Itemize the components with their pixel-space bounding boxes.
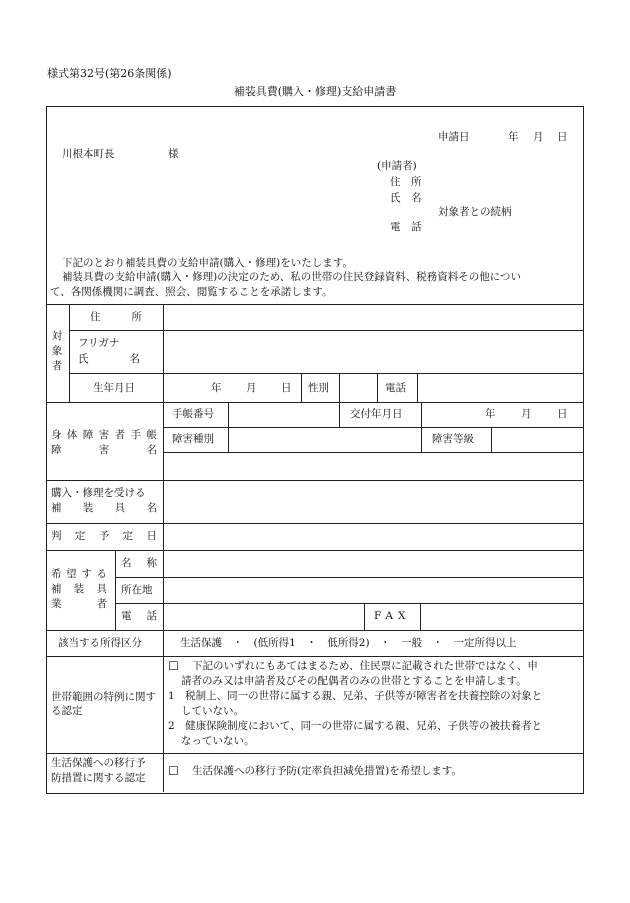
subject-address-label: 住 所	[90, 311, 142, 323]
disability-grade-label: 障害等級	[432, 433, 474, 445]
application-date-label: 申請日	[438, 131, 470, 143]
vendor-fax-label: FAX	[374, 610, 411, 622]
birth-year: 年	[211, 382, 222, 394]
transition-label: 生活保護への移行予	[51, 757, 146, 769]
honorific: 様	[168, 148, 179, 160]
household-item-1: 1 税制上、同一の世帯に属する親、兄弟、子供等が障害者を扶養控除の対象と	[168, 690, 543, 702]
vendor-location-label: 所在地	[121, 584, 153, 596]
household-item-2: 2 健康保険制度において、同一の世帯に属する親、兄弟、子供等の被扶養者と	[168, 720, 542, 732]
handbook-number-label: 手帳番号	[172, 408, 214, 420]
subject-phone-label: 電話	[385, 382, 406, 394]
vendor-label-2: 補装具	[51, 583, 107, 595]
page-title: 補装具費(購入・修理)支給申請書	[233, 85, 397, 98]
intro-line-2: 補装具費の支給申請(購入・修理)の決定のため、私の世帯の住民登録資料、税務資料その他につい	[62, 271, 522, 283]
birth-month: 月	[246, 382, 257, 394]
handbook-label: 身体障害者手帳	[51, 429, 157, 441]
transition-text: 生活保護への移行予防(定率負担減免措置)を希望します。	[192, 765, 462, 777]
household-special-label: 世帯範囲の特例に関する認定	[51, 691, 156, 717]
intro-line-3: て、各関係機関に調査、照会、閲覧することを承諾します。	[50, 286, 333, 298]
subject-group-label: 対象者	[51, 330, 63, 372]
disability-type-label: 障害種別	[172, 433, 214, 445]
date-year: 年	[508, 131, 519, 143]
device-name-label: 補装具名	[51, 502, 157, 514]
applicant-label: (申請者)	[377, 160, 417, 172]
income-category-label: 該当する所得区分	[58, 637, 142, 649]
form-number: 様式第32号(第26条関係)	[47, 67, 172, 80]
judgment-date-label: 判定予定日	[51, 530, 157, 542]
applicant-address-label: 住 所	[390, 176, 422, 188]
issue-month: 月	[521, 408, 532, 420]
household-checkbox[interactable]: ☐	[168, 659, 179, 673]
intro-line-1: 下記のとおり補装具費の支給申請(購入・修理)をいたします。	[62, 257, 353, 269]
subject-furigana-label: フリガナ	[78, 337, 120, 349]
household-text-1: 下記のいずれにもあてはまるため、住民票に記載された世帯ではなく、申	[192, 660, 538, 672]
income-category-options: 生活保護 ・ (低所得1 ・ 低所得2) ・ 一般 ・ 一定所得以上	[180, 637, 517, 649]
household-item-1-cont: していない。	[181, 705, 244, 717]
vendor-name-label: 名称	[121, 557, 157, 569]
vendor-label: 希望する	[51, 568, 107, 580]
date-day: 日	[557, 131, 568, 143]
vendor-label-3: 業者	[51, 598, 107, 610]
birth-date-label: 生年月日	[93, 382, 135, 394]
applicant-phone-label: 電 話	[390, 221, 422, 233]
household-text-2: 請者のみ又は申請者及びその配偶者のみの世帯とすることを申請します。	[181, 675, 527, 687]
relation-label: 対象者との続柄	[438, 206, 512, 218]
transition-checkbox[interactable]: ☐	[168, 764, 179, 778]
birth-day: 日	[281, 382, 292, 394]
issue-year: 年	[485, 408, 496, 420]
device-label: 購入・修理を受ける	[51, 487, 146, 499]
issue-day: 日	[557, 408, 568, 420]
household-item-2-cont: なっていない。	[181, 735, 255, 747]
date-month: 月	[533, 131, 544, 143]
issue-date-label: 交付年月日	[350, 408, 403, 420]
transition-label-2: 防措置に関する認定	[51, 772, 146, 784]
applicant-name-label: 氏 名	[390, 192, 422, 204]
vendor-phone-label: 電話	[121, 610, 157, 622]
addressee: 川根本町長	[62, 148, 115, 160]
sex-label: 性別	[308, 382, 329, 394]
disability-name-label: 障害名	[51, 444, 157, 456]
subject-name-label: 氏 名	[78, 353, 140, 365]
